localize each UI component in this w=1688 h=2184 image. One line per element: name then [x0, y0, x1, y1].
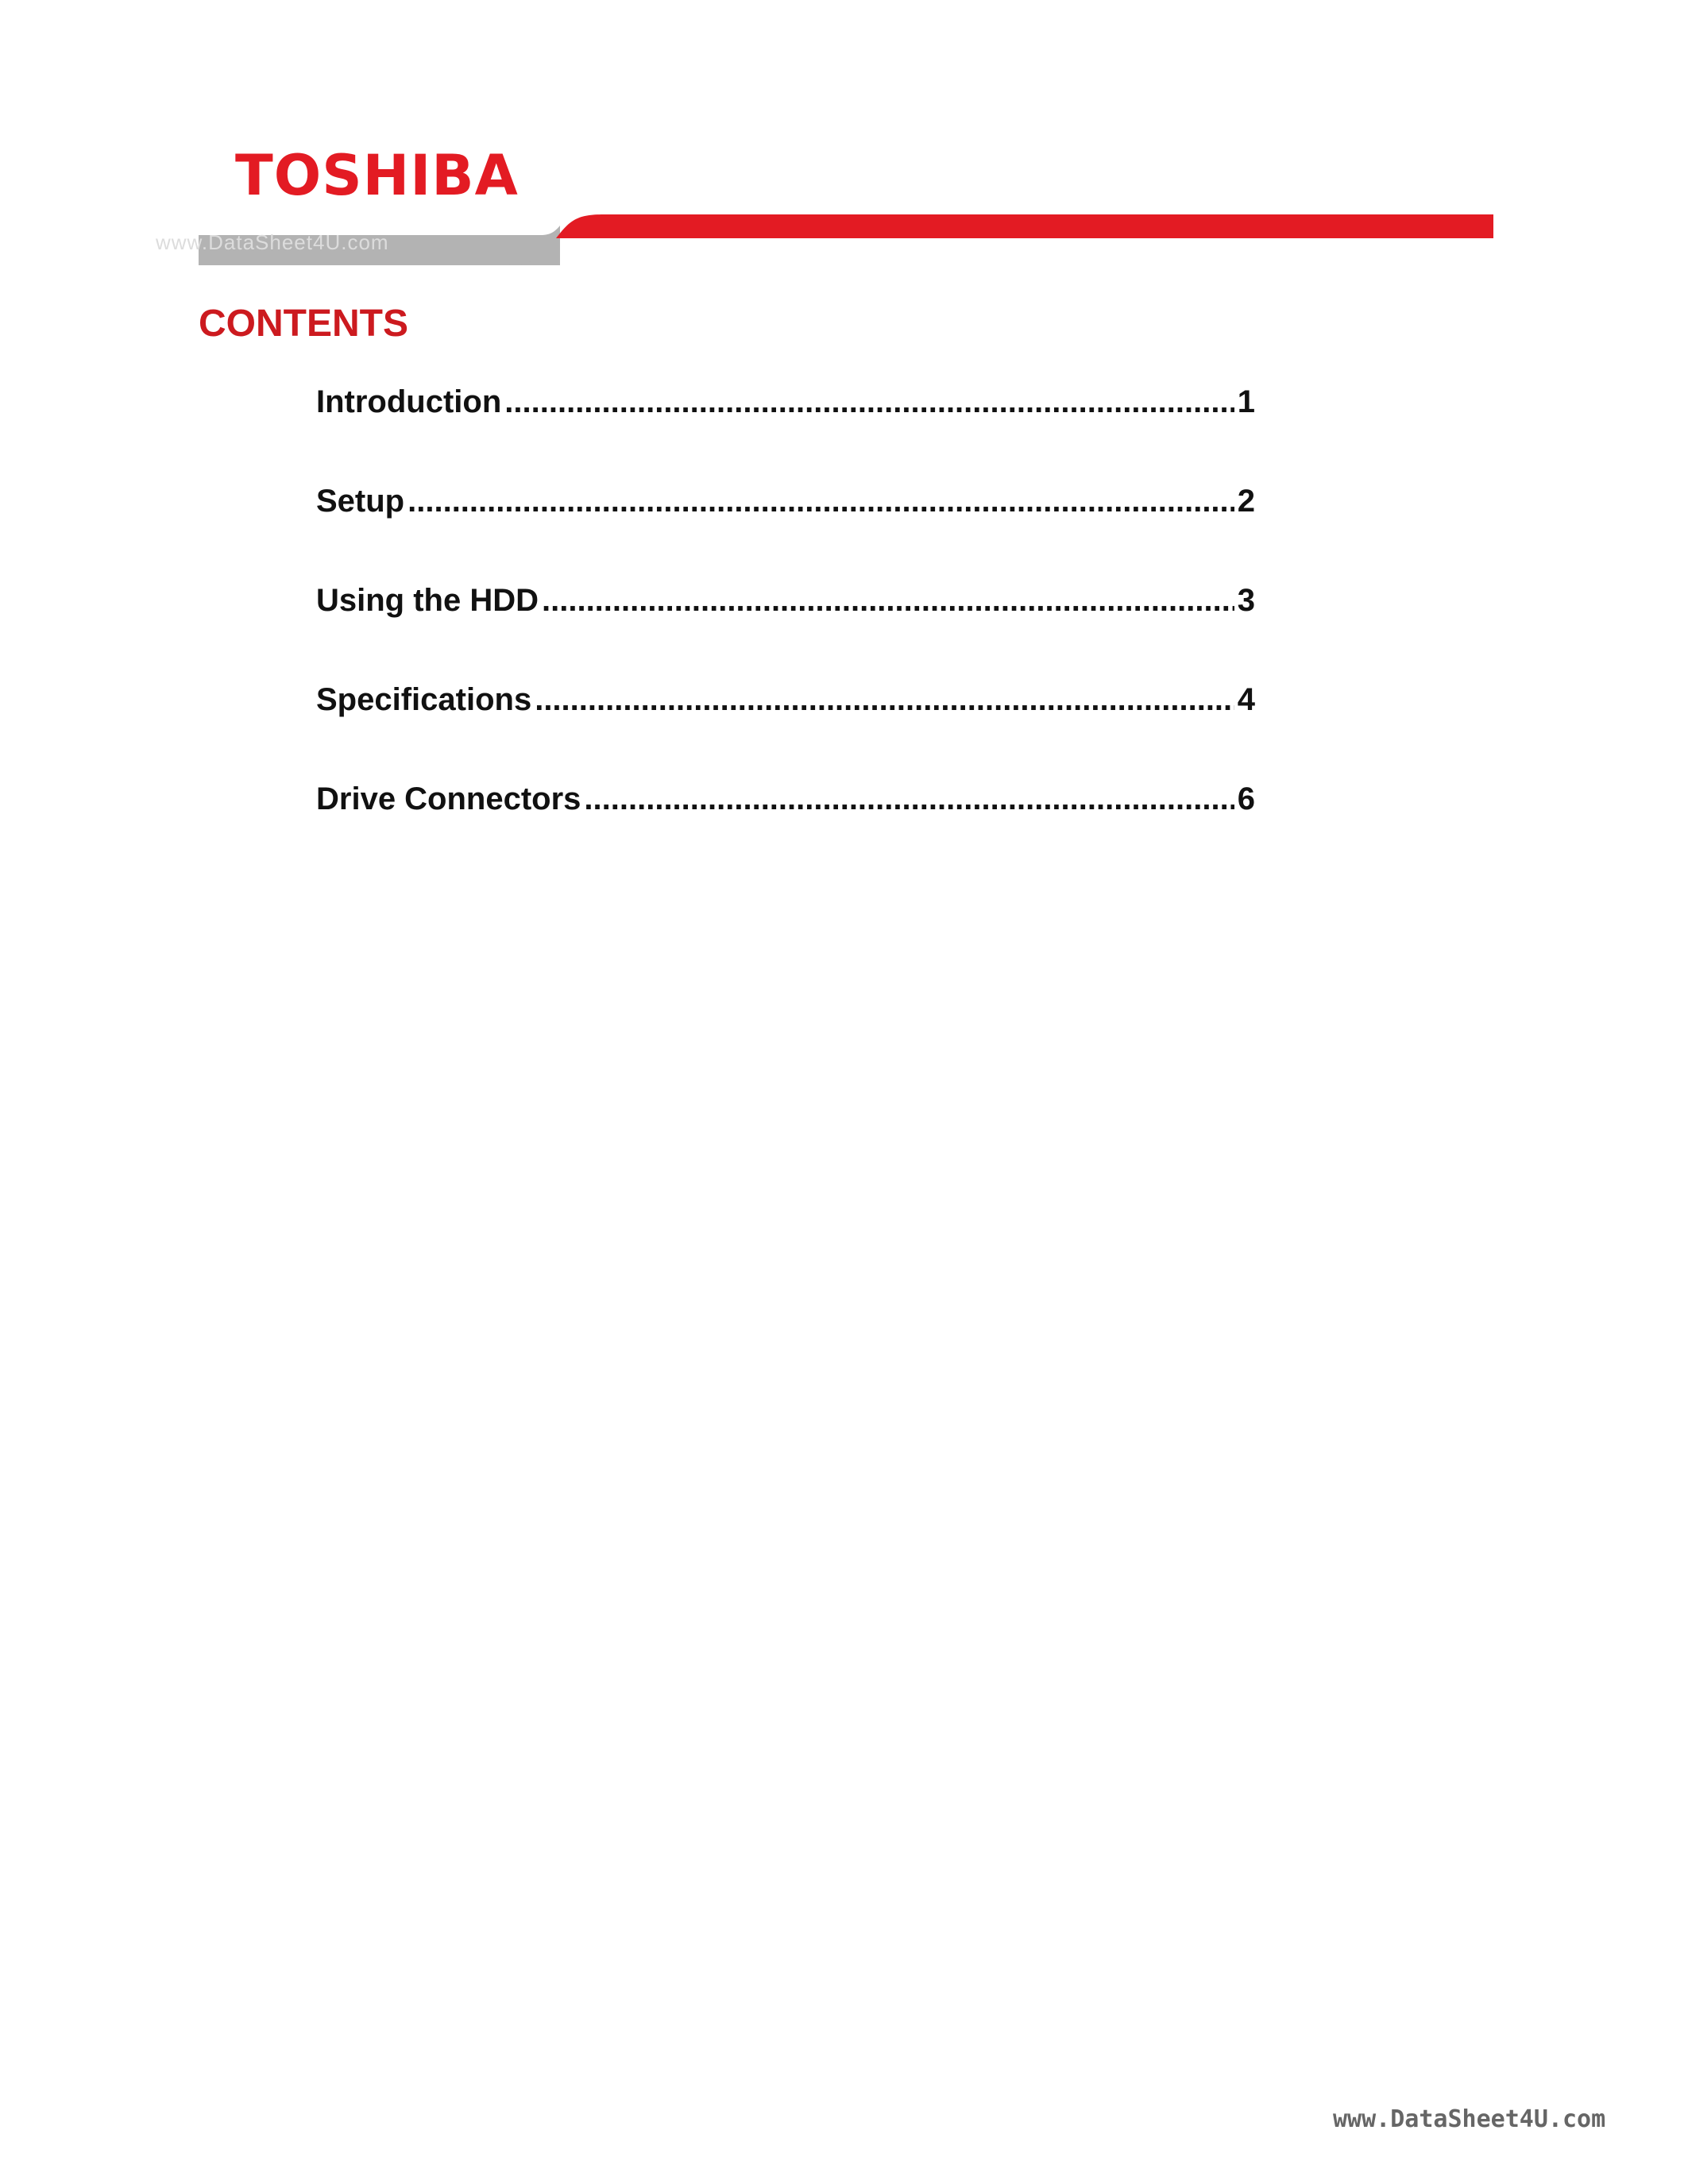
table-of-contents — [316, 383, 1255, 879]
toc-entry-page: 2 — [1237, 484, 1255, 519]
toc-entry-page: 4 — [1237, 682, 1255, 717]
banner-red-stripe — [556, 214, 1493, 238]
toc-entry-introduction[interactable] — [316, 383, 1255, 482]
header-banner — [0, 0, 1688, 270]
watermark-top-text: www.DataSheet4U.com — [156, 230, 389, 254]
toc-dot-leader — [408, 482, 1234, 520]
toc-dot-leader — [504, 383, 1234, 421]
toc-dot-leader — [584, 780, 1234, 818]
toc-dot-leader — [542, 581, 1234, 619]
toc-entry-drive-connectors[interactable] — [316, 780, 1255, 879]
toc-entry-page: 1 — [1237, 384, 1255, 419]
contents-heading: CONTENTS — [199, 303, 408, 345]
toc-entry-label: Setup — [316, 484, 405, 519]
toc-entry-using-the-hdd[interactable] — [316, 581, 1255, 681]
toc-entry-label: Using the HDD — [316, 583, 539, 618]
toc-entry-label: Specifications — [316, 682, 532, 717]
toc-entry-setup[interactable] — [316, 482, 1255, 581]
toc-entry-label: Drive Connectors — [316, 781, 581, 816]
watermark-footer-text: www.DataSheet4U.com — [1333, 2105, 1606, 2133]
toc-entry-label: Introduction — [316, 384, 502, 419]
toc-entry-page: 3 — [1237, 583, 1255, 618]
toc-entry-specifications[interactable] — [316, 681, 1255, 780]
toc-entry-page: 6 — [1237, 781, 1255, 816]
toshiba-logo: TOSHIBA — [235, 143, 519, 208]
toc-dot-leader — [535, 681, 1234, 719]
